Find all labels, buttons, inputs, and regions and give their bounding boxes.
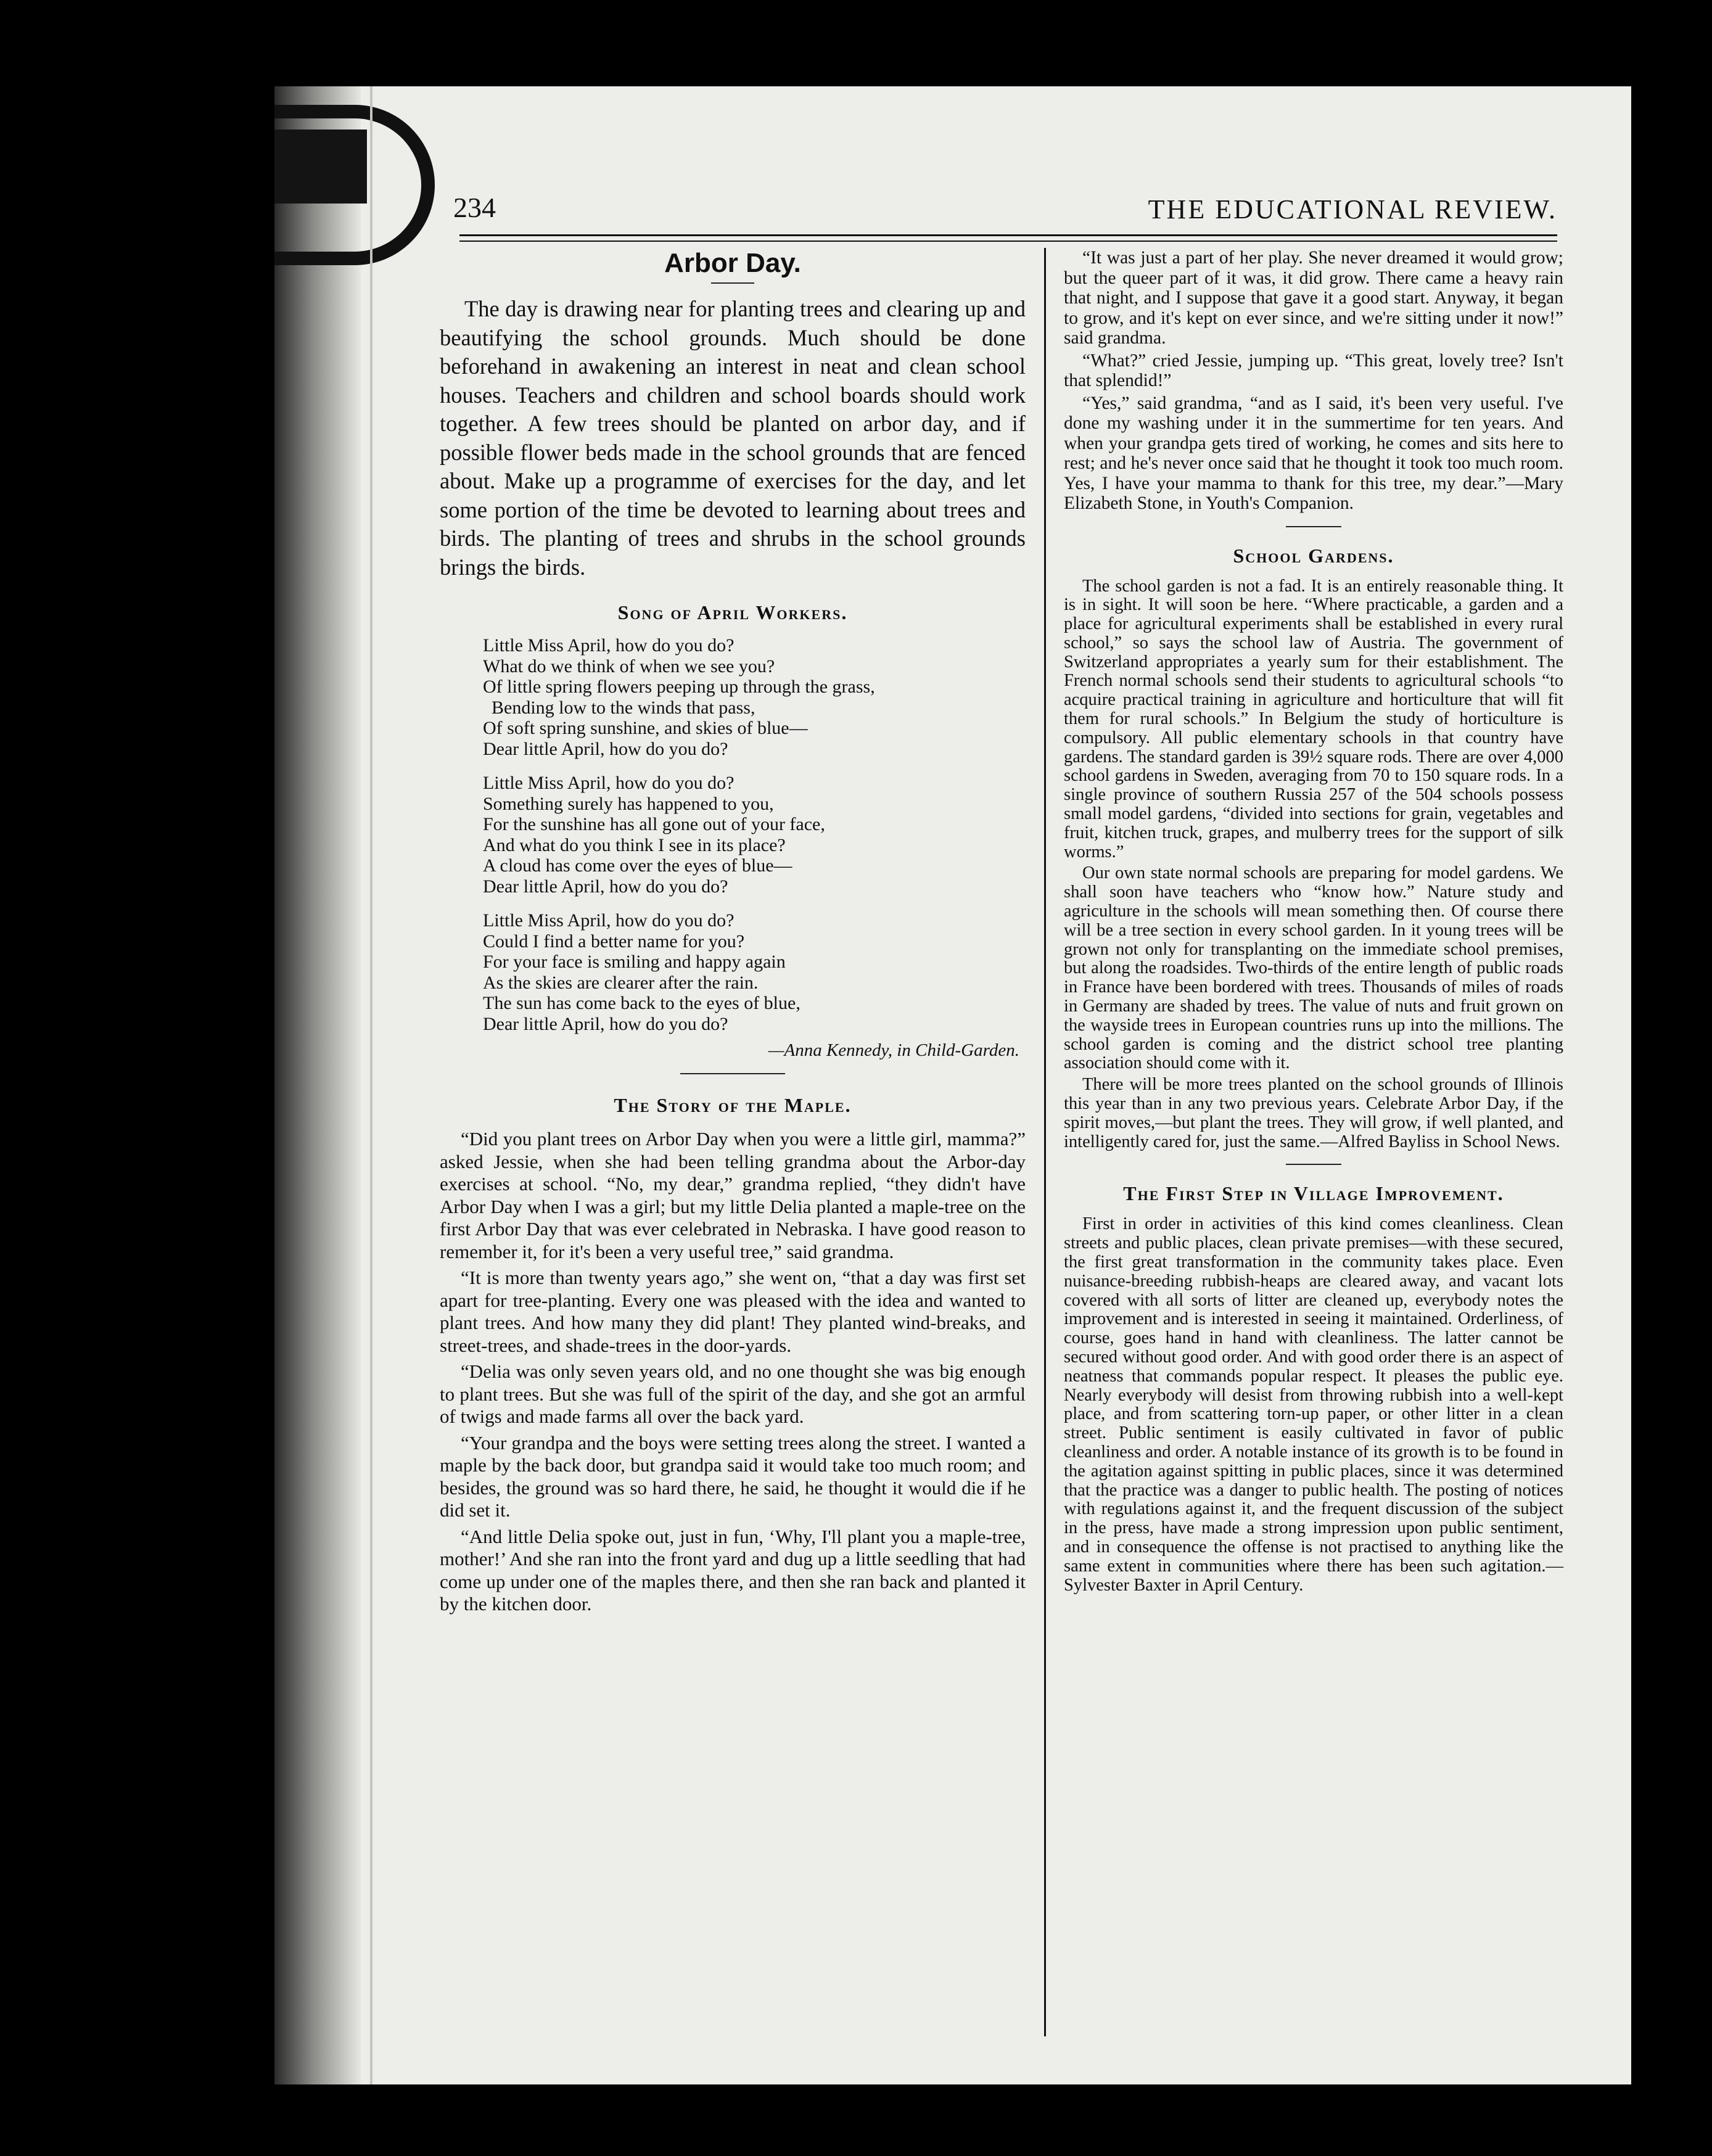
poem-line: And what do you think I see in its place? — [483, 834, 786, 855]
gardens-paragraph: There will be more trees planted on the school grounds of Illinois this year than in any two previous years. Celebrate Arbor Day, if the spirit moves,—but plant the trees. They will grow, if well planted, and intelligently cared for, just the same.—Alfred Bayliss in School News. — [1064, 1075, 1563, 1151]
poem-line: As the skies are clearer after the rain. — [483, 972, 759, 993]
header-rule-bottom — [459, 241, 1557, 242]
story-paragraph: “Your grandpa and the boys were setting trees along the street. I wanted a maple by the back door, but grandpa said it would take too much room; and besides, the ground was so hard there, he said, he thought it would die if he did set it. — [440, 1431, 1026, 1521]
maple-title: The Story of the Maple. — [614, 1094, 852, 1116]
poem-line: For your face is smiling and happy again — [483, 952, 786, 972]
poem-line: For the sunshine has all gone out of your face, — [483, 814, 825, 834]
column-divider — [1044, 248, 1046, 2036]
section-rule — [1286, 1164, 1341, 1165]
poem-line: Of little spring flowers peeping up through the grass, — [483, 677, 875, 697]
story-paragraph: “Did you plant trees on Arbor Day when you were a little girl, mamma?” asked Jessie, when she had been telling grandma about the Arbor-day exercises at school. “No, my dear,” grandma replied, “they didn't have Arbor Day when I was a girl; but my little Delia planted a maple-tree on the first Arbor Day that was ever celebrated in Nebraska. I have good reason to remember it, for it's been a very useful tree,” said grandma. — [440, 1128, 1026, 1262]
story-continued-paragraph: “It was just a part of her play. She never dreamed it would grow; but the queer part of it was, it did grow. There came a heavy rain that night, and I suppose that gave it a good start. Anyway, it began to grow, and it's kept on ever since, and we're sitting under it now!” said grandma. — [1064, 248, 1563, 348]
story-paragraph: “It is more than twenty years ago,” she went on, “that a day was first set apart for tree-planting. Every one was pleased with the idea and wanted to plant trees. And how many they did plant! They planted wind-breaks, and street-trees, and shade-trees in the door-yards. — [440, 1267, 1026, 1356]
section-rule — [680, 1073, 785, 1074]
left-column — [440, 248, 1026, 1619]
poem-line: The sun has come back to the eyes of blue, — [483, 993, 800, 1013]
village-paragraph: First in order in activities of this kind comes cleanliness. Clean streets and public places, clean private premises—with these secured, the first great transformation in the community takes place. Even nuisance-breeding rubbish-heaps are cleared away, and vacant lots covered with all sorts of litter are cleaned up, everybody notes the improvement and is interested in seeing it maintained. Orderliness, of course, goes hand in hand with cleanliness. The latter cannot be secured without good order. And with good order there is an aspect of neatness that commands popular respect. It pleases the public eye. Nearly everybody will desist from throwing rubbish into a well-kept place, and from scattering torn-up paper, or other litter in a clean street. Public sentiment is easily cultivated in favor of public cleanliness and order. A notable instance of its growth is to be found in the agitation against spitting in public places, since it was determined that the practice was a danger to public health. The posting of notices with regulations against it, and the frequent discussion of the subject in the press, have made a strong impression upon public sentiment, and in consequence the offense is not practised to anything like the same extent in communities where there has been such agitation.—Sylvester Baxter in April Century. — [1064, 1214, 1563, 1595]
poem-line: Dear little April, how do you do? — [483, 1013, 728, 1034]
poem-line: Something surely has happened to you, — [483, 793, 774, 814]
page-header — [453, 185, 1557, 234]
poem-line: Little Miss April, how do you do? — [483, 910, 735, 931]
poem-stanza — [483, 635, 1026, 759]
poem-line: Of soft spring sunshine, and skies of blue— — [483, 718, 808, 738]
page-number: 234 — [453, 192, 496, 223]
gutter-line — [370, 86, 372, 2084]
gardens-paragraph: The school garden is not a fad. It is an entirely reasonable thing. It is in sight. It will soon be here. “Where practicable, a garden and a place for agricultural experiments shall be established in every rural school,” so says the school law of Austria. The government of Switzerland appropriates a yearly sum for their establishment. The French normal schools send their students to agricultural schools “to acquire practical training in agriculture and horticulture that will fit them for rural schools.” In Belgium the study of horticulture is compulsory. All public elementary schools in that country have gardens. The standard garden is 39½ square rods. There are over 4,000 school gardens in Sweden, averaging from 70 to 150 square rods. In a single province of southern Russia 257 of the 504 schools possess small model gardens, “divided into sections for grain, vegetables and fruit, kitchen truck, grapes, and mulberry trees for the support of silk worms.” — [1064, 576, 1563, 862]
poem-stanza — [483, 773, 1026, 897]
scanned-page — [274, 86, 1631, 2084]
song-poem — [483, 635, 1026, 1034]
binding-shadow — [274, 86, 361, 2084]
poem-line: Dear little April, how do you do? — [483, 738, 728, 759]
poem-line: Little Miss April, how do you do? — [483, 635, 735, 656]
village-improvement-title: The First Step in Village Improvement. — [1123, 1182, 1504, 1205]
song-attribution: —Anna Kennedy, in Child-Garden. — [768, 1040, 1019, 1060]
section-rule — [1286, 526, 1341, 527]
arbor-day-body: The day is drawing near for planting trees and clearing up and beautifying the school grounds. Much should be done beforehand in awakening an interest in neat and clean school houses. Teachers and children and school boards should work together. A few trees should be planted on arbor day, and if possible flower beds made in the school grounds that are fenced about. Make up a programme of exercises for the day, and let some portion of the time be devoted to learning about trees and birds. The planting of trees and shrubs in the school grounds brings the birds. — [440, 296, 1026, 580]
poem-stanza — [483, 910, 1026, 1034]
journal-title: THE EDUCATIONAL REVIEW. — [1148, 194, 1557, 224]
poem-line: Could I find a better name for you? — [483, 931, 745, 952]
header-rule-top — [459, 234, 1557, 236]
binder-clip — [274, 105, 435, 265]
poem-line: Dear little April, how do you do? — [483, 876, 728, 897]
title-dash — [711, 282, 754, 284]
poem-line: What do we think of when we see you? — [483, 656, 775, 677]
arbor-day-title: Arbor Day. — [664, 248, 801, 278]
story-paragraph: “Delia was only seven years old, and no one thought she was big enough to plant trees. But she was full of the spirit of the day, and she got an armful of twigs and made farms all over the back yard. — [440, 1360, 1026, 1427]
poem-line: A cloud has come over the eyes of blue— — [483, 855, 792, 876]
song-title: Song of April Workers. — [617, 601, 848, 623]
gardens-paragraph: Our own state normal schools are preparing for model gardens. We shall soon have teachers who “know how.” Nature study and agriculture in the schools will mean something then. Of course there will be a tree section in every school garden. In it young trees will be grown not only for transplanting on the immediate school premises, but along the roadsides. Two-thirds of the entire length of public roads in France have been bordered with trees. Thousands of miles of roads in Germany are shaded by trees. The value of nuts and fruit grown on the wayside trees in European countries runs up into the millions. The school garden is coming and the district school tree planting association should come with it. — [1064, 863, 1563, 1073]
school-gardens-title: School Gardens. — [1233, 544, 1394, 567]
right-column — [1064, 248, 1563, 1597]
poem-line: Bending low to the winds that pass, — [492, 697, 755, 718]
story-paragraph: “And little Delia spoke out, just in fun, ‘Why, I'll plant you a maple-tree, mother!’ And she ran into the front yard and dug up a little seedling that had come up under one of the maples there, and then she ran back and planted it by the kitchen door. — [440, 1525, 1026, 1615]
story-continued-paragraph: “Yes,” said grandma, “and as I said, it's been very useful. I've done my washing under it in the summertime for ten years. And when your grandpa gets tired of working, he comes and sits here to rest; and he's never once said that he thought it took too much room. Yes, I have your mamma to thank for this tree, my dear.”—Mary Elizabeth Stone, in Youth's Companion. — [1064, 393, 1563, 513]
poem-line: Little Miss April, how do you do? — [483, 773, 735, 793]
story-continued-paragraph: “What?” cried Jessie, jumping up. “This great, lovely tree? Isn't that splendid!” — [1064, 350, 1563, 390]
